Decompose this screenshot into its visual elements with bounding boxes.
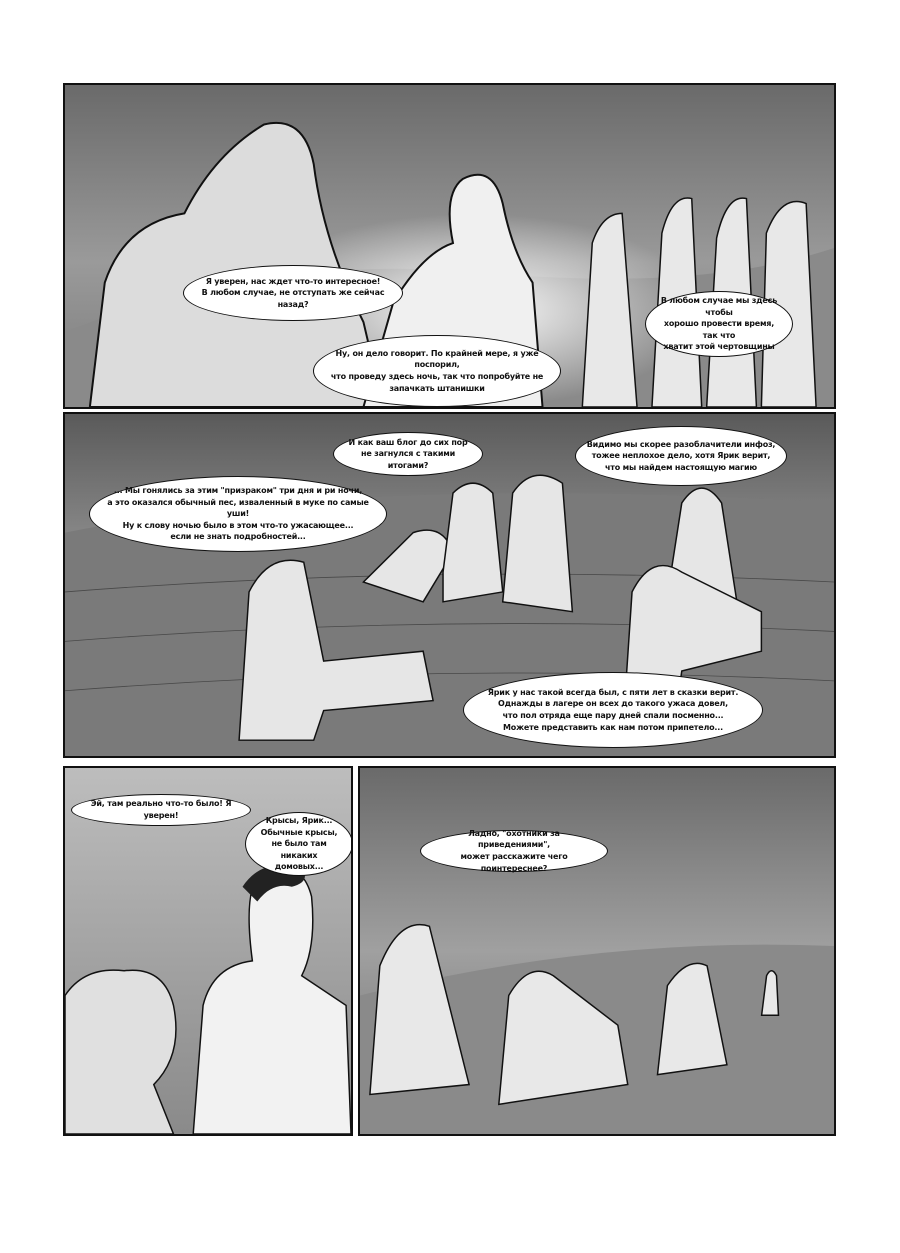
speech-bubble: Видимо мы скорее разоблачители инфоз, тожее неплохое дело, хотя Ярик верит, что мы найдем настоящую магию: [575, 426, 787, 486]
speech-bubble: Ну, он дело говорит. По крайней мере, я уже поспорил, что проведу здесь ночь, так что попробуйте не запачкать штанишки: [313, 335, 561, 407]
speech-bubble: Эй, там реально что-то было! Я уверен!: [71, 794, 251, 826]
speech-bubble: В любом случае мы здесь чтобы хорошо провести время, так что хватит этой чертовщины: [645, 291, 793, 357]
speech-bubble: Крысы, Ярик... Обычные крысы, не было там никаких домовых...: [245, 812, 353, 876]
panel-rats: [63, 766, 353, 1136]
speech-bubble: Ярик у нас такой всегда был, с пяти лет в сказки верит. Однажды в лагере он всех до такого ужаса довел, что пол отряда еще пару дней спали посменно... Можете представить как нам потом припетело...: [463, 672, 763, 748]
hill-rest-art: [360, 768, 834, 1134]
panel-night-walk: [63, 83, 836, 409]
speech-bubble: И как ваш блог до сих пор не загнулся с такими итогами?: [333, 432, 483, 476]
panel-campfire-circle: [63, 412, 836, 758]
speech-bubble: ... Мы гонялись за этим "призраком" три дня и ри ночи, а это оказался обычный пес, изваленный в муке по самые уши! Ну к слову ночью было в этом что-то ужасающее... если не знать подробностей...: [89, 476, 387, 552]
panel-hill-rest: [358, 766, 836, 1136]
speech-bubble: Я уверен, нас ждет что-то интересное! В любом случае, не отступать же сейчас назад?: [183, 265, 403, 321]
speech-bubble: Ладно, "охотники за приведениями", может расскажите чего поинтереснее?: [420, 830, 608, 872]
